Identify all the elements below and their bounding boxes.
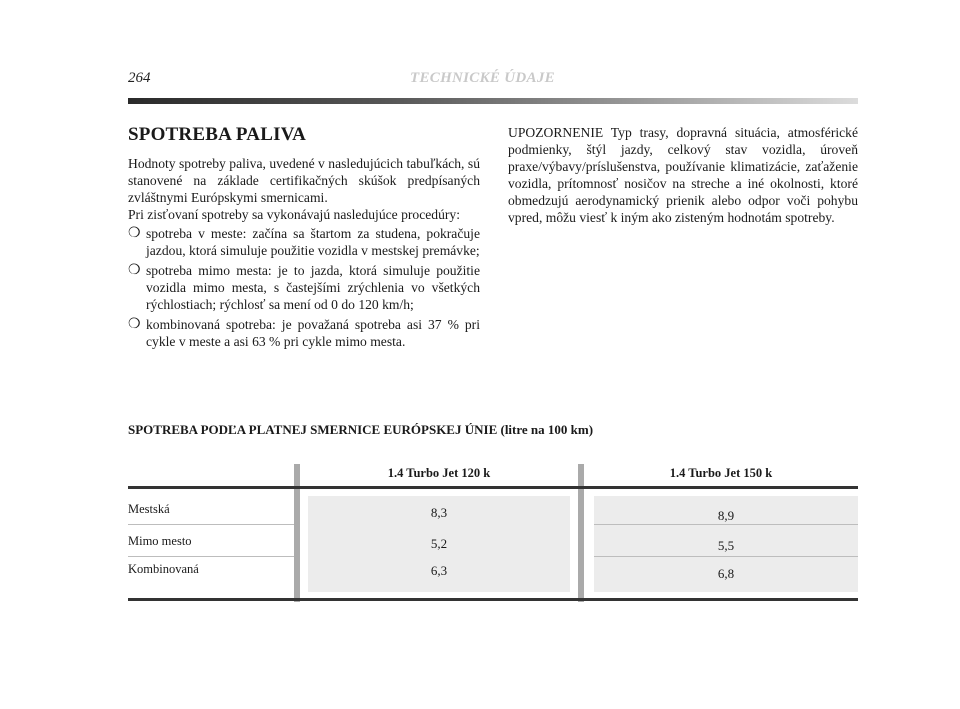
cell-mimo-mesto-150k: 5,5 <box>717 538 735 553</box>
right-column <box>508 124 858 226</box>
list-item-text: spotreba v meste: začína sa štartom za studena, pokračuje jazdou, ktorá simuluje použitie vozidla v mestskej premávke; <box>146 226 480 258</box>
circle-bullet-icon: ❍ <box>128 317 141 332</box>
row-divider <box>594 524 858 525</box>
cell-mestska-150k: 8,9 <box>717 508 735 523</box>
page-number: 264 <box>128 70 151 86</box>
cell-mimo-mesto-120k: 5,2 <box>430 536 448 551</box>
row-label-mimo-mesto: Mimo mesto <box>128 534 192 548</box>
cell-mestska-120k: 8,3 <box>430 505 448 520</box>
list-item <box>128 225 480 259</box>
cell-kombinovana-120k: 6,3 <box>430 563 448 578</box>
list-item <box>128 262 480 313</box>
row-label-kombinovana: Kombinovaná <box>128 562 199 576</box>
procedures-paragraph: Pri zisťovaní spotreby sa vykonávajú nasledujúce procedúry: <box>128 207 460 222</box>
table-bottom-rule <box>128 598 858 601</box>
list-item <box>128 316 480 350</box>
header-rule <box>128 98 858 104</box>
left-column <box>128 124 480 353</box>
consumption-table <box>128 464 858 602</box>
column-divider <box>578 464 584 602</box>
intro-paragraph: Hodnoty spotreby paliva, uvedené v nasledujúcich tabuľkách, sú stanovené na základe certifikačných skúšok predpísaných zvláštnymi Európskymi smernicami. <box>128 156 480 205</box>
row-divider <box>128 556 294 557</box>
row-label-mestska: Mestská <box>128 502 170 516</box>
section-title: SPOTREBA PALIVA <box>128 124 307 145</box>
cell-kombinovana-150k: 6,8 <box>717 566 735 581</box>
circle-bullet-icon: ❍ <box>128 226 141 241</box>
warning-paragraph: UPOZORNENIE Typ trasy, dopravná situácia, atmosférické podmienky, štýl jazdy, celkový stav vozidla, úroveň praxe/výbavy/príslušenstva, používanie klimatizácie, zaťaženie vozidla, prítomnosť nosičov na streche a iné okolnosti, ktoré obmedzujú aerodynamický prienik alebo odpor voči pohybu vpred, môžu viesť k iným ako zisteným hodnotám spotreby. <box>508 125 858 225</box>
list-item-text: spotreba mimo mesta: je to jazda, ktorá simuluje použitie vozidla mimo mesta, s častejšími zrýchlenia vo všetkých rýchlostiach; rýchlosť sa mení od 0 do 120 km/h; <box>146 263 480 312</box>
table-title: SPOTREBA PODĽA PLATNEJ SMERNICE EURÓPSKEJ ÚNIE (litre na 100 km) <box>128 422 594 437</box>
row-divider <box>594 556 858 557</box>
running-head: TECHNICKÉ ÚDAJE <box>410 70 555 86</box>
column-divider <box>294 464 300 602</box>
circle-bullet-icon: ❍ <box>128 263 141 278</box>
row-divider <box>128 524 294 525</box>
column-header-120k: 1.4 Turbo Jet 120 k <box>387 466 491 480</box>
procedure-list <box>128 225 480 350</box>
table-top-rule <box>128 486 858 489</box>
list-item-text: kombinovaná spotreba: je považaná spotreba asi 37 % pri cykle v meste a asi 63 % pri cykle mimo mesta. <box>146 317 480 349</box>
column-header-150k: 1.4 Turbo Jet 150 k <box>669 466 773 480</box>
